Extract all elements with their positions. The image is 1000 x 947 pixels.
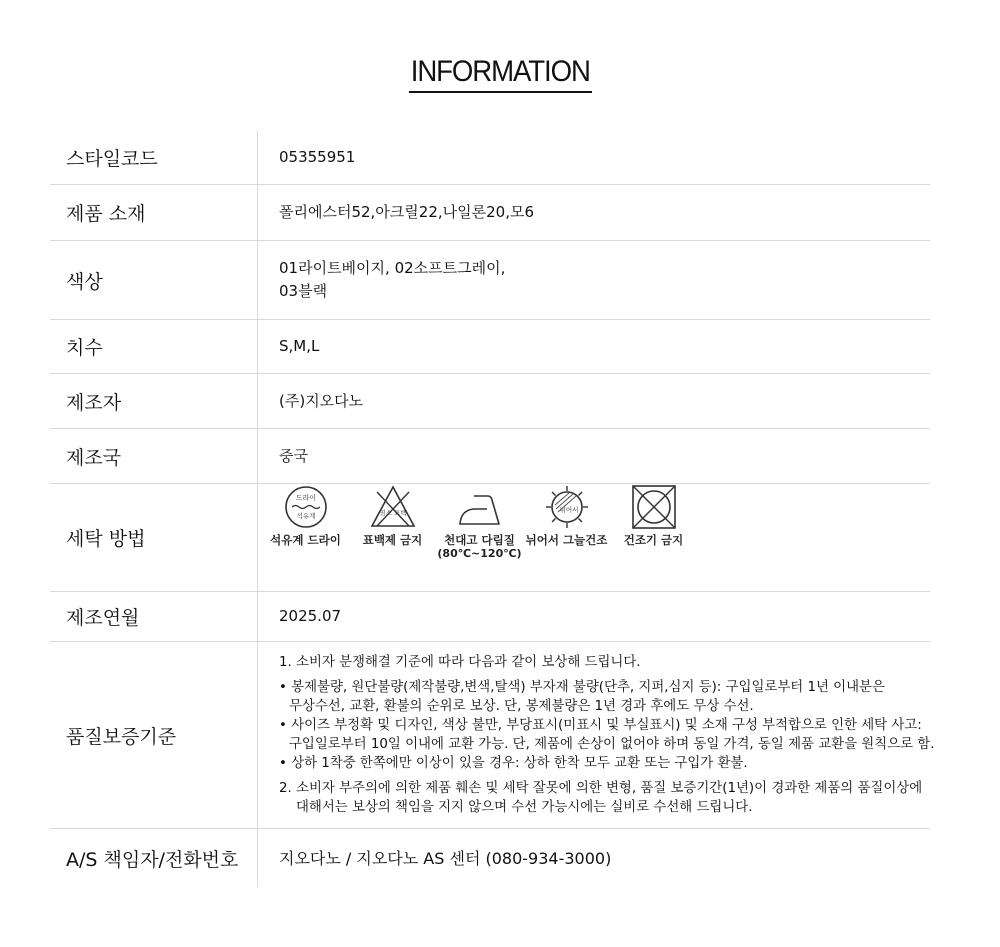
care-item-shade-dry (523, 484, 610, 547)
row-country (50, 429, 930, 484)
shade-dry-inner: 뉘어서 (559, 506, 578, 514)
country-value: 중국 (279, 446, 308, 465)
color-label: 색상 (50, 241, 258, 319)
shade-dry-label: 뉘어서 그늘건조 (525, 533, 608, 547)
iron-temp: (80℃~120℃) (437, 547, 522, 560)
row-quality (50, 642, 935, 829)
quality-line-8: 대해서는 보상의 책임을 지지 않으며 수선 가능시에는 실비로 수선해 드립니다. (296, 800, 753, 815)
page-title: INFORMATION (409, 54, 592, 93)
style-code-value: 05355951 (279, 148, 356, 166)
quality-line-3: 무상수선, 교환, 환불의 순위로 보상. 단, 봉제불량은 1년 경과 후에도 무상 수선. (289, 699, 754, 714)
row-size (50, 320, 930, 374)
iron-icon (456, 484, 504, 530)
shade-dry-icon (543, 484, 591, 530)
row-style-code (50, 131, 930, 185)
maker-label: 제조자 (50, 374, 258, 428)
title-wrap (0, 54, 1000, 93)
no-bleach-label: 표백제 금지 (362, 533, 423, 547)
row-date (50, 592, 930, 642)
material-value: 폴리에스터52,아크릴22,나일론20,모6 (279, 203, 534, 221)
size-label: 치수 (50, 320, 258, 373)
material-label: 제품 소재 (50, 185, 258, 240)
date-label: 제조연월 (50, 592, 258, 641)
country-label: 제조국 (50, 429, 258, 483)
dry-clean-inner-bottom: 석유계 (296, 512, 315, 520)
color-line-2: 03블랙 (279, 282, 328, 300)
care-item-iron (436, 484, 523, 561)
dry-clean-icon (282, 484, 330, 530)
iron-label: 천대고 다림질 (444, 533, 515, 547)
quality-line-2: • 봉제불량, 원단불량(제작불량,변색,탈색) 부자재 불량(단추, 지퍼,심지 등): 구입일로부터 1년 이내분은 (279, 680, 885, 695)
as-label: A/S 책임자/전화번호 (50, 829, 258, 887)
row-wash (50, 484, 930, 592)
dry-clean-inner-top: 드라이 (295, 494, 316, 502)
quality-line-7: 2. 소비자 부주의에 의한 제품 훼손 및 세탁 잘못에 의한 변형, 품질 보증기간(1년)이 경과한 제품의 품질이상에 (279, 781, 923, 796)
no-tumble-dry-icon (630, 484, 678, 530)
care-icons (258, 484, 930, 591)
quality-line-6: • 상하 1착중 한쪽에만 이상이 있을 경우: 상하 한착 모두 교환 또는 구입가 환불. (279, 756, 748, 771)
row-maker (50, 374, 930, 429)
no-tumble-dry-label: 건조기 금지 (623, 533, 684, 547)
row-material (50, 185, 930, 241)
no-bleach-icon (369, 484, 417, 530)
row-color (50, 241, 930, 320)
as-value: 지오다노 / 지오다노 AS 센터 (080-934-3000) (279, 848, 612, 868)
maker-value: (주)지오다노 (279, 391, 364, 410)
quality-value (258, 642, 934, 828)
no-bleach-inner: 염소 표백 (378, 509, 407, 517)
quality-label: 품질보증기준 (50, 642, 258, 828)
color-value (258, 241, 930, 319)
quality-line-4: • 사이즈 부정확 및 디자인, 색상 불만, 부당표시(미표시 및 부실표시) 및 소재 구성 부적합으로 인한 세탁 사고: (279, 718, 922, 733)
care-item-no-bleach (349, 484, 436, 547)
size-value: S,M,L (279, 337, 320, 355)
color-line-1: 01라이트베이지, 02소프트그레이, (279, 259, 506, 277)
quality-line-1: 1. 소비자 분쟁해결 기준에 따라 다음과 같이 보상해 드립니다. (279, 655, 641, 670)
quality-line-5: 구입일로부터 10일 이내에 교환 가능. 단, 제품에 손상이 없어야 하며 동일 가격, 동일 제품 교환을 원칙으로 함. (289, 737, 935, 752)
dry-clean-label: 석유계 드라이 (270, 533, 341, 547)
date-value: 2025.07 (279, 607, 342, 625)
care-item-no-tumble-dry (610, 484, 697, 547)
style-code-label: 스타일코드 (50, 131, 258, 184)
info-table (50, 131, 935, 887)
wash-label: 세탁 방법 (50, 484, 258, 591)
row-as (50, 829, 930, 887)
care-item-dry-clean (262, 484, 349, 547)
